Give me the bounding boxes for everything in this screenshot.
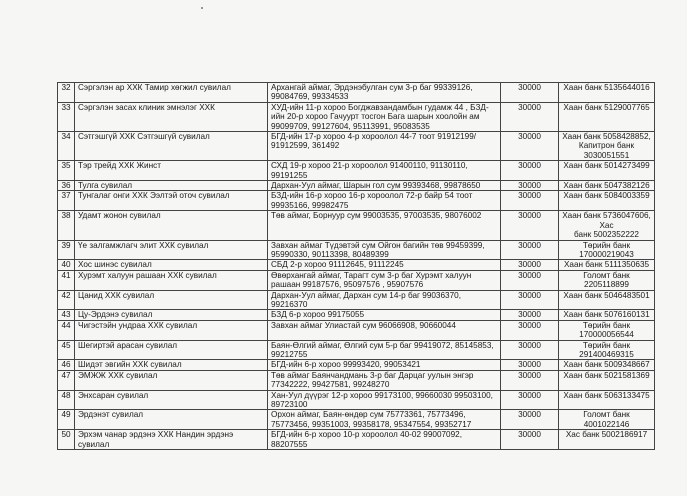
row-number: 41 xyxy=(58,270,75,290)
bank-account xyxy=(559,360,655,370)
table-row xyxy=(58,161,655,181)
row-number: 35 xyxy=(58,161,75,181)
amount: 30000 xyxy=(501,161,559,181)
bank-account-line: Төрийн банк 170000219043 xyxy=(579,240,634,259)
address-phone: Архангай аймаг, Эрдэнэбулган сум 3-р баг 99339126, 99084769, 99334533 xyxy=(268,83,501,103)
organization-name: Эрдэнэт сувилал xyxy=(75,410,268,430)
table-row xyxy=(58,410,655,430)
amount: 30000 xyxy=(501,410,559,430)
bank-account xyxy=(559,240,655,260)
sanatorium-table xyxy=(57,82,655,450)
amount: 30000 xyxy=(501,360,559,370)
bank-account xyxy=(559,260,655,270)
bank-account xyxy=(559,310,655,320)
amount: 30000 xyxy=(501,211,559,240)
amount: 30000 xyxy=(501,132,559,161)
bank-account xyxy=(559,102,655,131)
bank-account-line: Хаан банк 5046483501 xyxy=(563,290,650,300)
row-number: 32 xyxy=(58,83,75,103)
address-phone: Дархан-Уул аймаг, Шарын гол сум 99393468, 99878650 xyxy=(268,181,501,191)
amount: 30000 xyxy=(501,270,559,290)
organization-name: Сэргэлэн засах клиник эмнэлэг ХХК xyxy=(75,102,268,131)
address-phone: Завхан аймаг Улиастай сум 96066908, 90660044 xyxy=(268,320,501,340)
bank-account xyxy=(559,161,655,181)
bank-account-line: Хаан банк 5135644016 xyxy=(563,83,650,92)
scan-speck xyxy=(201,7,203,9)
amount: 30000 xyxy=(501,260,559,270)
amount: 30000 xyxy=(501,310,559,320)
row-number: 44 xyxy=(58,320,75,340)
bank-account-line: Хаан банк 5058428852, xyxy=(562,132,651,142)
bank-account-line: Хаан банк 5076160131 xyxy=(563,310,650,320)
bank-account-line: Хаан банк 5063133475 xyxy=(563,390,650,400)
bank-account xyxy=(559,191,655,211)
table-row xyxy=(58,270,655,290)
table-row xyxy=(58,211,655,240)
organization-name: Шегиртэй арасан сувилал xyxy=(75,340,268,360)
row-number: 46 xyxy=(58,360,75,370)
table-row xyxy=(58,240,655,260)
organization-name: Эрхэм чанар эрдэнэ ХХК Нандин эрдэнэ сувилал xyxy=(75,430,268,450)
organization-name: ЭМЖЖ ХХК сувилал xyxy=(75,370,268,390)
row-number: 49 xyxy=(58,410,75,430)
amount: 30000 xyxy=(501,102,559,131)
table-row xyxy=(58,310,655,320)
amount: 30000 xyxy=(501,320,559,340)
address-phone: БГД-ийн 6-р хороо 99993420, 99053421 xyxy=(268,360,501,370)
bank-account xyxy=(559,430,655,450)
address-phone: Баян-Өлгий аймаг, Өлгий сум 5-р баг 99419072, 85145853, 99212755 xyxy=(268,340,501,360)
bank-account xyxy=(559,211,655,240)
address-phone: Төв аймаг Баянчандмань 3-р баг Дарцаг уулын энгэр 77342222, 99427581, 99248270 xyxy=(268,370,501,390)
table-row xyxy=(58,102,655,131)
amount: 30000 xyxy=(501,290,559,310)
amount: 30000 xyxy=(501,191,559,211)
row-number: 50 xyxy=(58,430,75,450)
bank-account xyxy=(559,132,655,161)
bank-account-line: Хаан банк 5021581369 xyxy=(563,370,650,380)
bank-account-line: Хаан банк 5084003359 xyxy=(563,191,650,201)
organization-name: Тэр трейд ХХК Жинст xyxy=(75,161,268,181)
amount: 30000 xyxy=(501,83,559,103)
organization-name: Цанид ХХК сувилал xyxy=(75,290,268,310)
organization-name: Тулга сувилал xyxy=(75,181,268,191)
bank-account xyxy=(559,181,655,191)
bank-account-line: Хаан банк 5009348667 xyxy=(563,360,650,370)
address-phone: Дархан-Уул аймаг, Дархан сум 14-р баг 99036370, 99216370 xyxy=(268,290,501,310)
bank-account-line: Хаан банк 5129007765 xyxy=(563,102,650,112)
bank-account-line: Төрийн банк 291400469315 xyxy=(579,340,634,359)
organization-name: Тунгалаг онги ХХК Ээлтэй оточ сувилал xyxy=(75,191,268,211)
amount: 30000 xyxy=(501,430,559,450)
address-phone: Өвөрхангай аймаг, Тарагт сум 3-р баг Хурэмт халуун рашаан 99187576, 95097576 , 95907576 xyxy=(268,270,501,290)
organization-name: Сэтгэшгүй ХХК Сэтгэшгүй сувилал xyxy=(75,132,268,161)
bank-account-line: Хас банк 5002186917 xyxy=(565,430,648,440)
row-number: 36 xyxy=(58,181,75,191)
row-number: 39 xyxy=(58,240,75,260)
row-number: 48 xyxy=(58,390,75,410)
address-phone: СХД 19-р хороо 21-р хороолол 91400110, 91130110, 99191255 xyxy=(268,161,501,181)
bank-account-line: Капитрон банк 3030051551 xyxy=(578,141,635,160)
row-number: 42 xyxy=(58,290,75,310)
address-phone: Орхон аймаг, Баян-өндөр сум 75773361, 75773496, 75773456, 99351003, 99358178, 95347554, 99352717 xyxy=(268,410,501,430)
amount: 30000 xyxy=(501,240,559,260)
address-phone: ХУД-ийн 11-р хороо Богджавзандамбын гудамж 44 , БЗД-ийн 20-р хороо Гачуурт тосгон Бага шарын хоолойн ам 99099709, 99127604, 95113991, 95083535 xyxy=(268,102,501,131)
address-phone: Хан-Уул дүүрэг 12-р хороо 99173100, 99660030 99503100, 89723100 xyxy=(268,390,501,410)
address-phone: Төв аймаг, Борнуур сум 99003535, 97003535, 98076002 xyxy=(268,211,501,240)
bank-account-line: Хаан банк 5736047606, Хас xyxy=(562,211,651,230)
address-phone: СБД 2-р хороо 91112645, 91112245 xyxy=(268,260,501,270)
bank-account-line: банк 5002352222 xyxy=(574,230,639,240)
row-number: 43 xyxy=(58,310,75,320)
row-number: 33 xyxy=(58,102,75,131)
address-phone: БЗД 6-р хороо 99175055 xyxy=(268,310,501,320)
table-row xyxy=(58,340,655,360)
table-row xyxy=(58,360,655,370)
bank-account xyxy=(559,410,655,430)
organization-name: Үе залгамжлагч элит ХХК сувилал xyxy=(75,240,268,260)
amount: 30000 xyxy=(501,390,559,410)
organization-name: Цу-Эрдэнэ сувилал xyxy=(75,310,268,320)
table-row xyxy=(58,181,655,191)
organization-name: Удамт жонон сувилал xyxy=(75,211,268,240)
bank-account xyxy=(559,270,655,290)
row-number: 34 xyxy=(58,132,75,161)
bank-account xyxy=(559,370,655,390)
table-row xyxy=(58,390,655,410)
address-phone: Завхан аймаг Түдэвтэй сум Ойгон багийн төв 99459399, 95990330, 90113398, 80489399 xyxy=(268,240,501,260)
address-phone: БГД-ийн 6-р хороо 10-р хороолол 40-02 99007092, 88207555 xyxy=(268,430,501,450)
bank-account xyxy=(559,290,655,310)
table-row xyxy=(58,132,655,161)
row-number: 38 xyxy=(58,211,75,240)
bank-account xyxy=(559,390,655,410)
amount: 30000 xyxy=(501,181,559,191)
table-row xyxy=(58,370,655,390)
organization-name: Чигэстэйн ундраа ХХК сувилал xyxy=(75,320,268,340)
bank-account-line: Хаан банк 5111350635 xyxy=(563,260,650,270)
organization-name: Хурэмт халуун рашаан ХХК сувилал xyxy=(75,270,268,290)
table-row xyxy=(58,430,655,450)
organization-name: Шидэт эвгийн ХХК сувилал xyxy=(75,360,268,370)
address-phone: БЗД-ийн 16-р хороо 16-р хороолол 72-р байр 54 тоот 99935166, 99982475 xyxy=(268,191,501,211)
table-row xyxy=(58,83,655,103)
organization-name: Энхсаран сувилал xyxy=(75,390,268,410)
bank-account xyxy=(559,83,655,103)
bank-account xyxy=(559,320,655,340)
row-number: 47 xyxy=(58,370,75,390)
row-number: 40 xyxy=(58,260,75,270)
address-phone: БГД-ийн 17-р хороо 4-р хороолол 44-7 тоот 91912199/ 91912599, 361492 xyxy=(268,132,501,161)
bank-account-line: Хаан банк 5014273499 xyxy=(563,161,650,171)
bank-account-line: Голомт банк 2205118899 xyxy=(583,270,630,290)
amount: 30000 xyxy=(501,340,559,360)
amount: 30000 xyxy=(501,370,559,390)
row-number: 37 xyxy=(58,191,75,211)
bank-account-line: Голомт банк 4001022146 xyxy=(583,410,630,429)
bank-account-line: Хаан банк 5047382126 xyxy=(563,181,650,191)
row-number: 45 xyxy=(58,340,75,360)
table-row xyxy=(58,260,655,270)
bank-account xyxy=(559,340,655,360)
table-row xyxy=(58,320,655,340)
table-row xyxy=(58,191,655,211)
table-body xyxy=(58,83,655,450)
organization-name: Хос шинэс сувилал xyxy=(75,260,268,270)
organization-name: Сэргэлэн ар ХХК Тамир хөгжил сувилал xyxy=(75,83,268,103)
bank-account-line: Төрийн банк 170000056544 xyxy=(579,320,634,340)
table-row xyxy=(58,290,655,310)
